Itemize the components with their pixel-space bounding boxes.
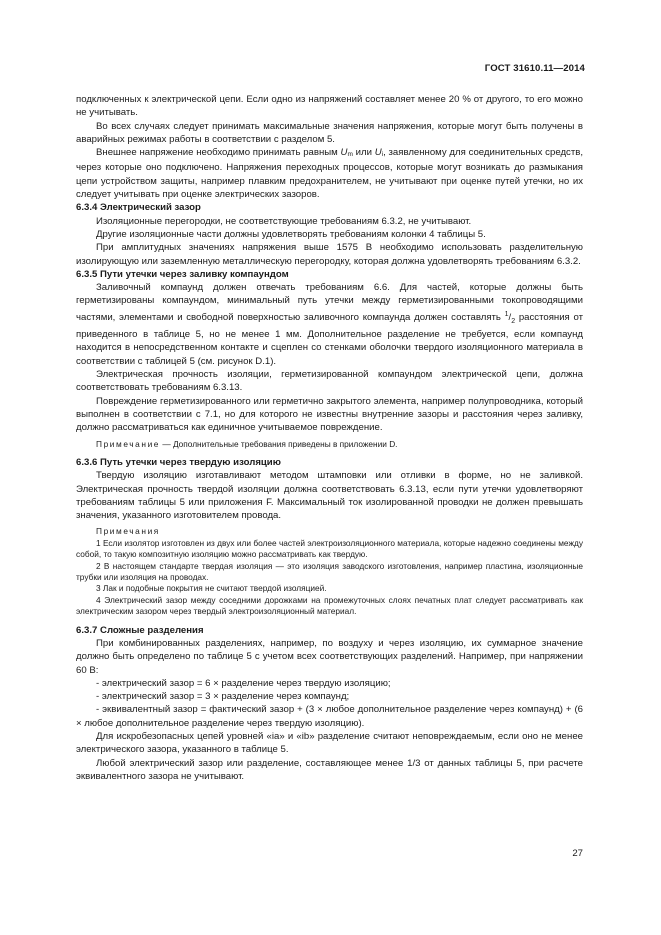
note-annex-d	[76, 439, 583, 450]
page-body	[76, 93, 583, 783]
paragraph-max-voltage: Во всех случаях следует принимать максимальные значения напряжения, которые могут быть получены в аварийных режимах работы в соответствии с разделом 5.	[76, 120, 583, 145]
section-title: Электрический зазор	[100, 202, 201, 214]
note-item-3: 3 Лак и подобные покрытия не считают твердой изоляцией.	[96, 583, 327, 594]
section-number: 6.3.4	[76, 202, 98, 214]
fraction-denominator: 2	[511, 317, 516, 325]
p3-mid: или	[352, 147, 375, 159]
paragraph-solid-insulation: Твердую изоляцию изготавливают методом штамповки или отливки в форме, но не заливкой. Электрическая прочность твердой изоляции должна соответствовать 6.3.13, если пути утечки удовлетворяют требованиям таблицы 5 или приложения F. Максимальный ток изолированной проводки не должен превышать значения, указанного изготовителем провода.	[76, 470, 583, 522]
page-number: 27	[572, 848, 583, 859]
section-title: Пути утечки через заливку компаундом	[100, 268, 289, 280]
um-symbol: U	[340, 147, 348, 159]
note-item-2: 2 В настоящем стандарте твердая изоляция — это изоляция заводского изготовления, например пластина, изоляционные трубки или изоляция на проводах.	[76, 560, 583, 583]
paragraph-damage: Повреждение герметизированного или герметично закрытого элемента, например полупроводника, который выполнен в соответствии с 7.1, но для которого не известны внутренние зазоры и расстояния через заливку, должно рассматриваться как единичное учитываемое повреждение.	[76, 395, 583, 434]
paragraph-intrinsic-safety: Для искробезопасных цепей уровней «ia» и «ib» разделение считают неповреждаемым, если оно не менее электрического зазора, указанного в таблице 5.	[76, 731, 583, 756]
section-number: 6.3.7	[76, 624, 98, 636]
p7-pre: Заливочный компаунд должен отвечать требованиям 6.6. Для частей, которые должны быть герметизированы компаундом, минимальный путь утечки между герметизированными токопроводящими частями, элементами и свободной поверхностью заливочного компаунда должен составлять	[76, 282, 583, 323]
ui-subscript: i	[381, 151, 384, 159]
paragraph-one-third: Любой электрический зазор или разделение, составляющее менее 1/3 от данных таблицы 5, при расчете эквивалентного зазора не учитывают.	[76, 757, 583, 782]
list-item: - электрический зазор = 3 × разделение через компаунд;	[96, 691, 350, 703]
standard-header: ГОСТ 31610.11—2014	[484, 63, 585, 74]
note-item-1: 1 Если изолятор изготовлен из двух или более частей электроизоляционного материала, которые надежно соединены между собой, то такую композитную изоляцию можно рассматривать как твердую.	[76, 537, 583, 560]
list-item: - эквивалентный зазор = фактический зазор + (3 × любое дополнительное разделение через компаунд) + (6 × любое дополнительное разделение через твердую изоляцию).	[76, 704, 583, 729]
ui-symbol: U	[374, 147, 382, 159]
section-heading-6-3-7	[76, 624, 583, 637]
paragraph-external-voltage	[76, 146, 583, 201]
note-item-4: 4 Электрический зазор между соседними дорожками на промежуточных слоях печатных плат следует рассматривать как электрическим зазором через твердый электроизоляционный материал.	[76, 594, 583, 617]
section-heading-6-3-6	[76, 456, 583, 469]
paragraph-other-parts: Другие изоляционные части должны удовлетворять требованиям колонки 4 таблицы 5.	[96, 228, 486, 240]
paragraph-continuation: подключенных к электрической цепи. Если одно из напряжений составляет менее 20 % от другого, то его можно не учитывать.	[76, 94, 583, 119]
paragraph-amplitude: При амплитудных значениях напряжения выше 1575 В необходимо использовать разделительную изолирующую или заземленную металлическую перегородку, которая должна удовлетворять требованиям 6.3.2.	[76, 242, 583, 267]
list-item: - электрический зазор = 6 × разделение через твердую изоляцию;	[96, 677, 391, 689]
section-heading-6-3-5	[76, 268, 583, 281]
um-subscript: m	[347, 151, 353, 159]
fraction-numerator: 1	[504, 310, 509, 318]
p7-post: расстояния от приведенного в таблице 5, но не менее 1 мм. Дополнительное разделение не требуется, если компаунд находится в непосредственном контакте и сцеплен со стенками оболочки твердого изоляционного материала в соответствии с таблицей 5 (см. рисунок D.1).	[76, 311, 583, 367]
note-text: — Дополнительные требования приведены в приложении D.	[160, 438, 398, 449]
note-label: Примечание	[96, 438, 161, 449]
notes-heading: Примечания	[96, 526, 160, 537]
paragraph-compound: Заливочный компаунд должен отвечать требованиям 6.6. Для частей, которые должны быть герметизированы компаундом, минимальный путь утечки между герметизированными токопроводящими частями, элементами и свободной поверхностью заливочного компаунда должен составлять $^1/_2$ расстояния от приведенного в таблице 5, но не менее 1 мм. Дополнительное разделение не требуется, если компаунд находится в непосредственном контакте и сцеплен со стенками оболочки твердого изоляционного материала в соответствии с таблицей 5 (см. рисунок D.1).	[76, 282, 583, 367]
paragraph-dielectric-strength: Электрическая прочность изоляции, герметизированной компаундом электрической цепи, должна соответствовать требованиям 6.3.13.	[76, 369, 583, 394]
p3-pre: Внешнее напряжение необходимо принимать равным	[96, 147, 341, 159]
section-number: 6.3.5	[76, 268, 98, 280]
paragraph-combined: При комбинированных разделениях, например, по воздуху и через изоляцию, их суммарное значение должно быть определено по таблице 5 с учетом всех соответствующих разделений. Например, при напряжении 60 В:	[76, 637, 583, 676]
section-number: 6.3.6	[76, 456, 98, 468]
paragraph-barriers: Изоляционные перегородки, не соответствующие требованиям 6.3.2, не учитывают.	[96, 215, 472, 227]
section-title: Сложные разделения	[100, 624, 204, 636]
section-title: Путь утечки через твердую изоляцию	[100, 456, 281, 468]
section-heading-6-3-4	[76, 201, 583, 214]
p3-post: , заявленному для соединительных средств, через которые оно подключено. Напряжения переходных процессов, которые могут возникать до размыкания цепи устройством защиты, например плавким предохранителем, не учитывают при оценке путей утечки, но их следует учитывать при оценке электрических зазоров.	[76, 147, 583, 201]
